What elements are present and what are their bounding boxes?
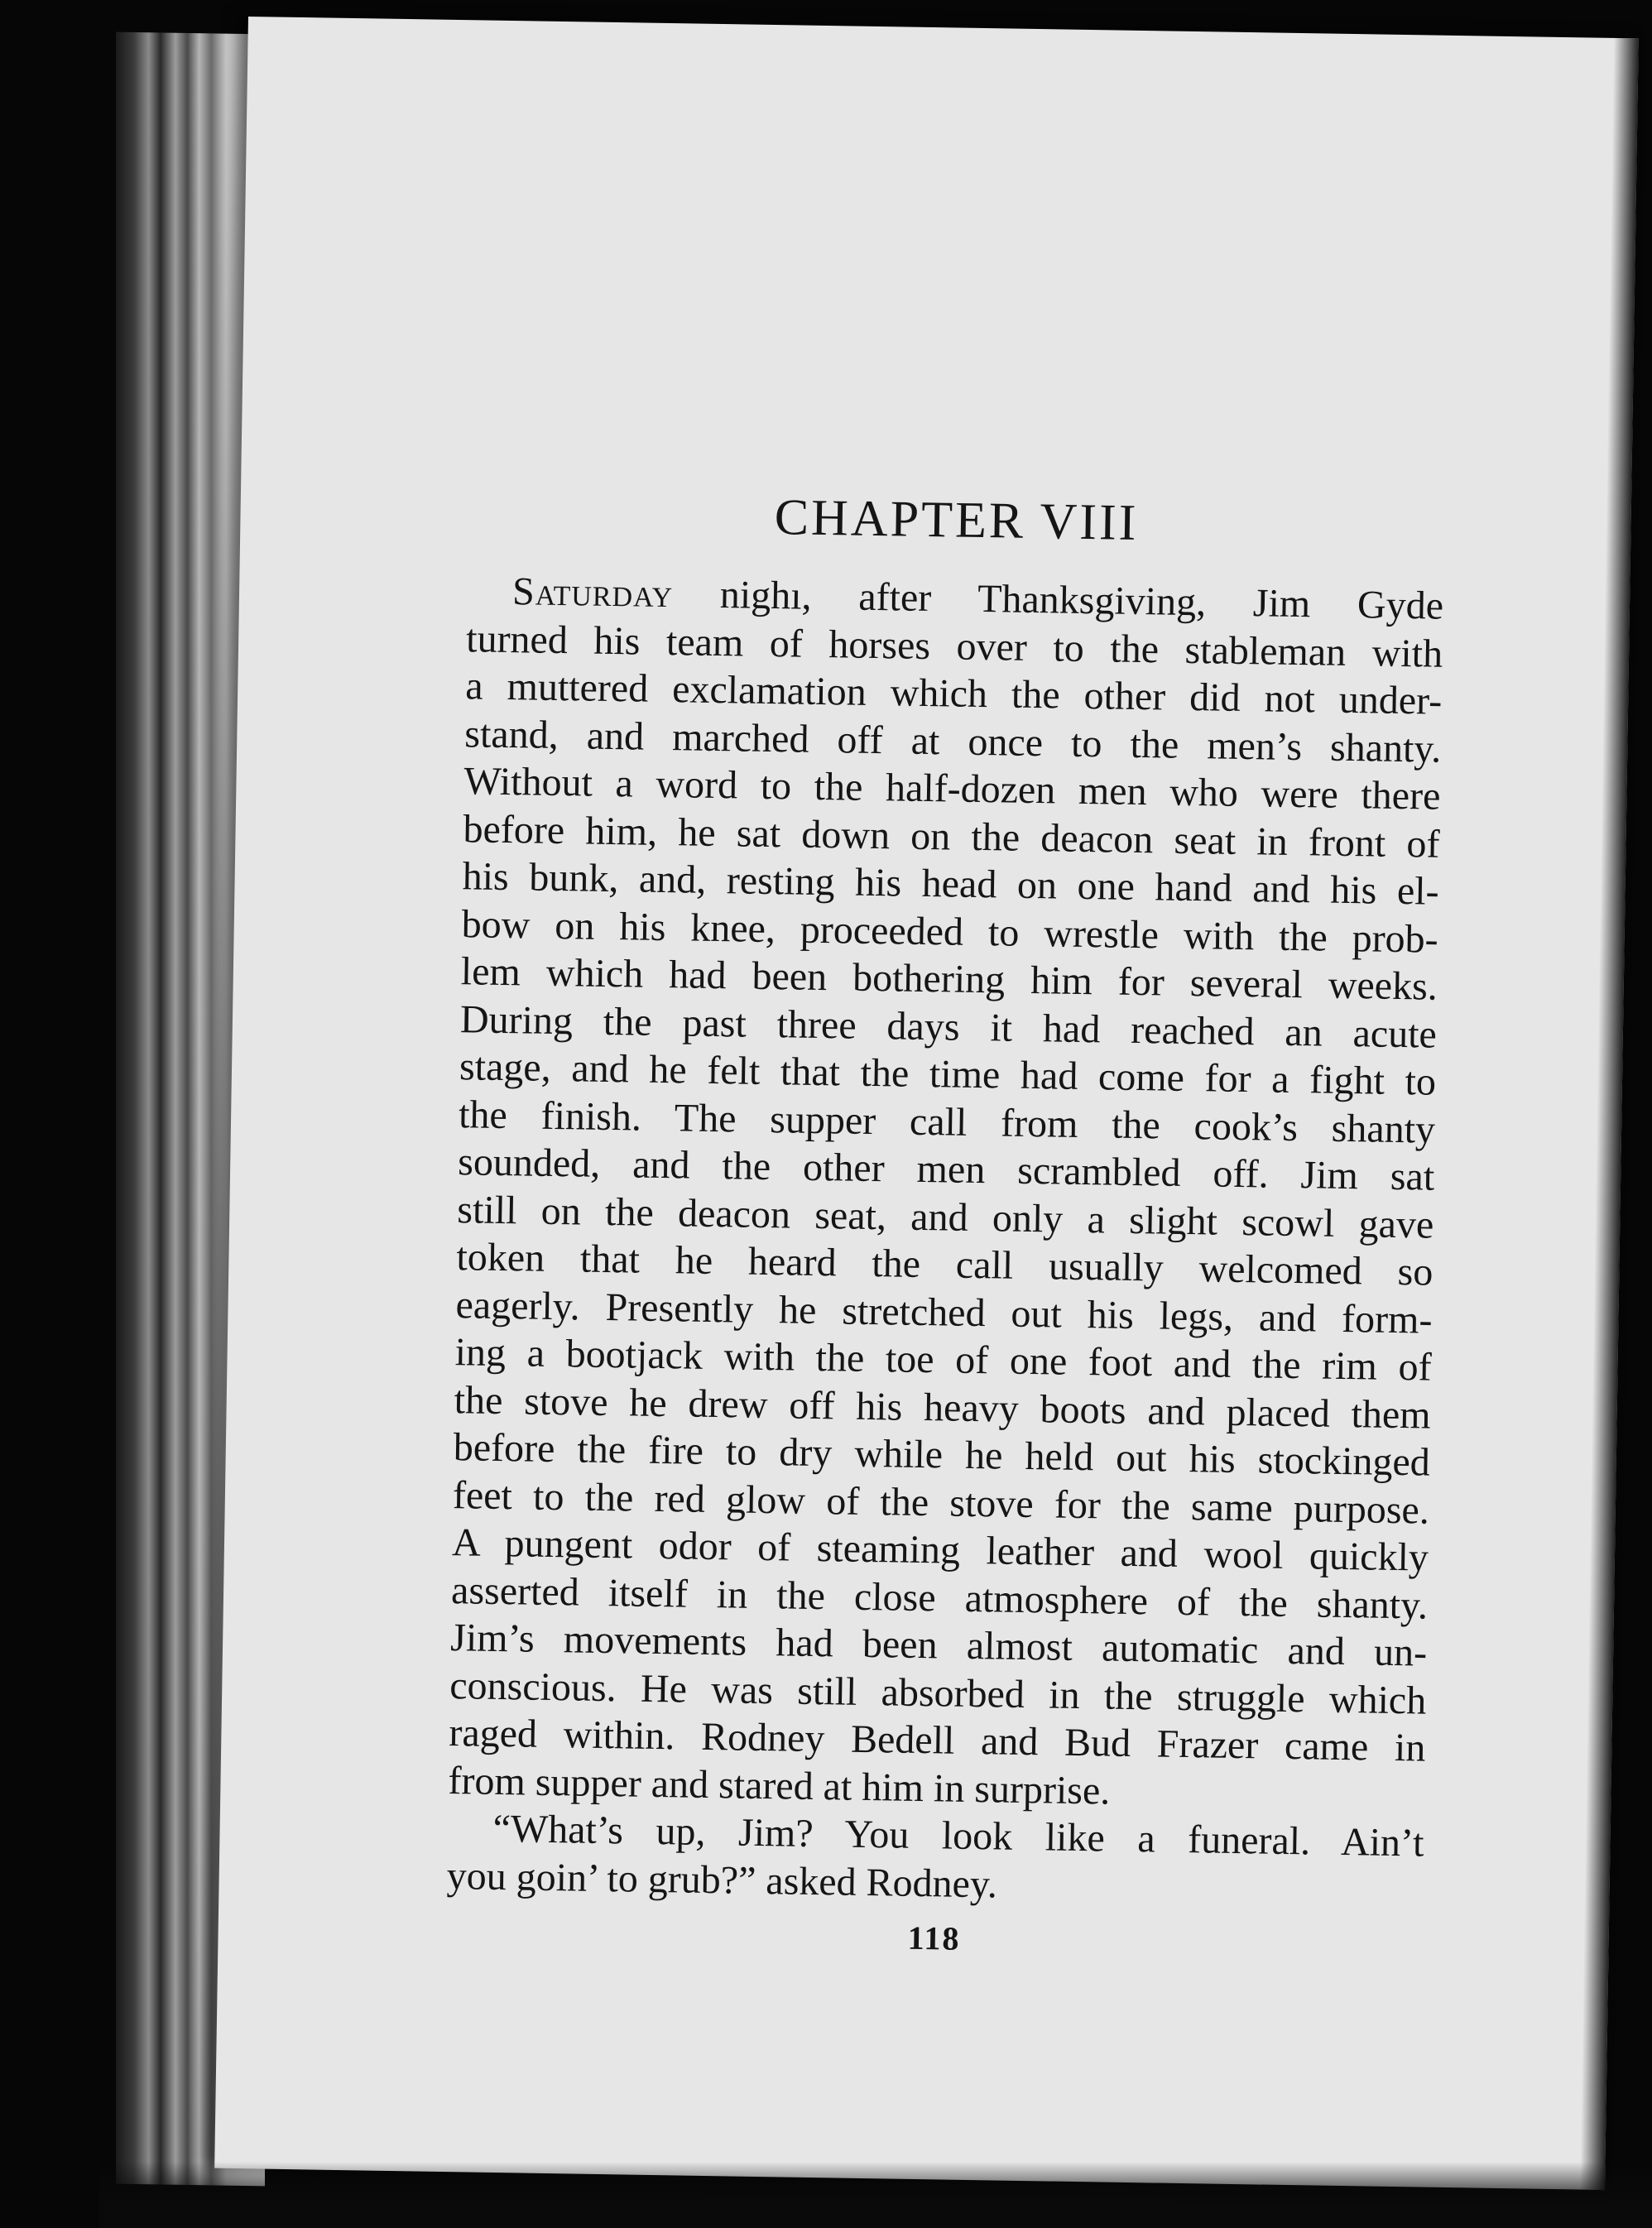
text-line: raged within. Rodney Bedell and Bud Frazer came in (449, 1711, 1426, 1770)
text-line: “What’s up, Jim? You look like a funeral. Ain’t (492, 1806, 1424, 1865)
text-line: the stove he drew off his heavy boots and placed them (454, 1377, 1432, 1438)
paragraph-2 (446, 1804, 1424, 1915)
text-line: his bunk, and, resting his head on one hand and his el- (462, 854, 1439, 914)
text-line: Without a word to the half-dozen men who were there (463, 759, 1441, 819)
text-line: turned his team of horses over to the stableman with (465, 616, 1443, 676)
text-line: sounded, and the other men scrambled off. Jim sat (457, 1140, 1435, 1199)
text-line: feet to the red glow of the stove for the same purpose. (452, 1472, 1430, 1533)
text-line: eagerly. Presently he stretched out his legs, and form- (455, 1282, 1433, 1342)
text-line: conscious. He was still absorbed in the struggle which (449, 1663, 1427, 1723)
page-bottom-shadow (99, 2162, 1652, 2228)
opening-word: Saturday (511, 569, 674, 617)
text-line: stage, and he felt that the time had come for a fight to (459, 1044, 1437, 1104)
text-line: bow on his knee, proceeded to wrestle with the prob- (461, 901, 1439, 962)
text-line: the finish. The supper call from the cook’s shanty (458, 1092, 1436, 1152)
text-line: a muttered exclamation which the other did not under- (464, 664, 1443, 723)
text-line-content: nighı, after Thanksgiving, Jim Gyde (719, 573, 1444, 628)
text-line: from supper and stared at him in surprise. (448, 1758, 1111, 1813)
text-line: asserted itself in the close atmosphere of the shanty. (450, 1568, 1429, 1628)
text-line: A pungent odor of steaming leather and wool quickly (451, 1520, 1429, 1580)
page-number: 118 (907, 1918, 961, 1957)
text-line: before him, he sat down on the deacon seat in front of (463, 806, 1440, 867)
text-line: you goin’ to grub?” asked Rodney. (446, 1853, 998, 1906)
text-line: ing a bootjack with the toe of one foot and the rim of (454, 1330, 1432, 1390)
text-line: lem which had been bothering him for several weeks. (460, 949, 1438, 1009)
text-line: token that he heard the call usually welcomed so (456, 1235, 1433, 1294)
text-line: still on the deacon seat, and only a slight scowl gave (456, 1187, 1434, 1247)
chapter-heading: CHAPTER VIII (774, 489, 1139, 551)
text-line: before the fire to dry while he held out his stockinged (453, 1425, 1431, 1485)
text-line: During the past three days it had reached an acute (459, 996, 1438, 1057)
text-line: stand, and marched off at once to the men’s shanty. (464, 711, 1442, 771)
paragraph-1 (448, 567, 1443, 1819)
page-text (445, 483, 1445, 1965)
book-page (214, 17, 1639, 2190)
text-line: Jim’s movements had been almost automatic and un- (449, 1616, 1428, 1675)
